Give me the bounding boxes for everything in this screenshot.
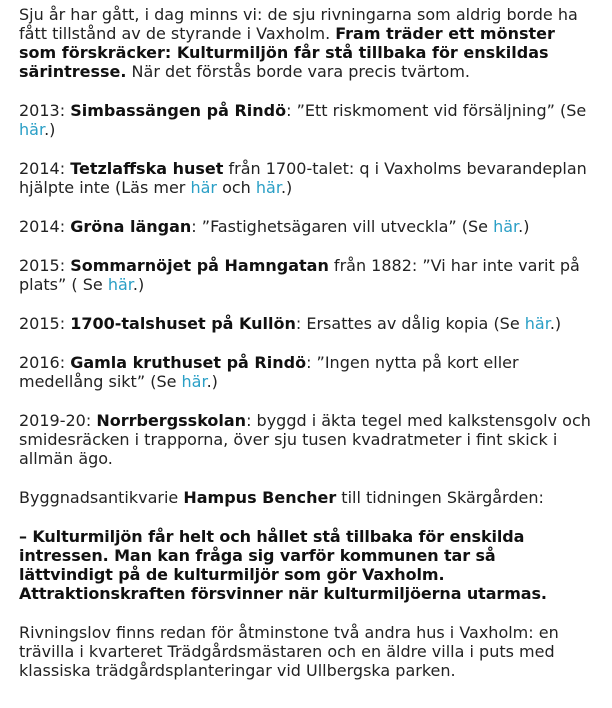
- item-name: Gröna längan: [70, 217, 192, 236]
- item-end: .): [518, 217, 530, 236]
- item-name: Norrbergsskolan: [96, 411, 247, 430]
- item-year: 2014:: [19, 159, 71, 178]
- item-end: .): [206, 372, 218, 391]
- item-desc: : ”Ett riskmoment vid försäljning” (Se: [286, 101, 587, 120]
- item-year: 2019-20:: [19, 411, 97, 430]
- item-desc: : ”Ingen nytta på kort eller medellång sikt” (Se: [19, 353, 519, 391]
- item-year: 2015:: [19, 256, 71, 275]
- item-link-2[interactable]: här: [255, 178, 281, 197]
- list-item: [19, 217, 592, 236]
- item-name: Tetzlaffska huset: [70, 159, 224, 178]
- item-desc: från 1882: ”Vi har inte varit på plats” ( Se: [19, 256, 580, 294]
- item-desc: : byggd i äkta tegel med kalkstensgolv och smidesräcken i trapporna, över sju tusen kvadratmeter i fint skick i allmän ägo.: [19, 411, 591, 468]
- item-name: 1700-talshuset på Kullön: [70, 314, 296, 333]
- item-year: 2016:: [19, 353, 71, 372]
- item-year: 2014:: [19, 217, 71, 236]
- list-item: [19, 101, 592, 139]
- intro-paragraph: [19, 5, 592, 81]
- item-year: 2015:: [19, 314, 71, 333]
- item-end: .): [44, 120, 56, 139]
- list-item: [19, 411, 592, 468]
- item-year: 2013:: [19, 101, 71, 120]
- item-name: Sommarnöjet på Hamngatan: [70, 256, 329, 275]
- item-desc: : Ersattes av dålig kopia (Se: [295, 314, 525, 333]
- antikvarie-post: till tidningen Skärgården:: [336, 488, 544, 507]
- item-end: .): [549, 314, 562, 333]
- item-link[interactable]: här: [524, 314, 550, 333]
- item-desc: : ”Fastighetsägaren vill utveckla” (Se: [191, 217, 494, 236]
- intro-text: Sju år har gått, i dag minns vi: de sju rivningarna som aldrig borde ha fått tillstånd av de styrande i Vaxholm.: [19, 5, 578, 43]
- item-desc: från 1700-talet: q i Vaxholms bevarandeplan hjälpte inte (Läs mer: [19, 159, 587, 197]
- intro-bold: Fram träder ett mönster som förskräcker: Kulturmiljön får stå tillbaka för enskildas särintresse.: [19, 24, 555, 81]
- list-item: [19, 314, 592, 333]
- item-mid: och: [217, 178, 256, 197]
- item-link[interactable]: här: [181, 372, 207, 391]
- antikvarie-name: Hampus Bencher: [183, 488, 337, 507]
- list-item: [19, 256, 592, 294]
- intro-text-end: När det förstås borde vara precis tvärtom.: [126, 62, 470, 81]
- item-link[interactable]: här: [493, 217, 519, 236]
- list-item: [19, 353, 592, 391]
- item-end: .): [132, 275, 145, 294]
- quote-paragraph: [19, 527, 592, 603]
- list-item: [19, 159, 592, 197]
- item-link[interactable]: här: [107, 275, 133, 294]
- closing-paragraph: Rivningslov finns redan för åtminstone två andra hus i Vaxholm: en trävilla i kvarteret Trädgårdsmästaren och en äldre villa i puts med klassiska trädgårdsplanteringar vid Ullbergska parken.: [19, 623, 559, 680]
- item-name: Gamla kruthuset på Rindö: [70, 353, 307, 372]
- item-end: .): [280, 178, 293, 197]
- quote-text: – Kulturmiljön får helt och hållet stå tillbaka för enskilda intressen. Man kan fråga sig varför kommunen tar så lättvindigt på de kulturmiljör som gör Vaxholm. Attraktionskraften försvinner när kulturmiljöerna utarmas.: [19, 527, 547, 603]
- antikvarie-paragraph: [19, 488, 592, 507]
- item-link[interactable]: här: [19, 120, 45, 139]
- item-link[interactable]: här: [190, 178, 217, 197]
- antikvarie-pre: Byggnadsantikvarie: [19, 488, 184, 507]
- item-name: Simbassängen på Rindö: [70, 101, 287, 120]
